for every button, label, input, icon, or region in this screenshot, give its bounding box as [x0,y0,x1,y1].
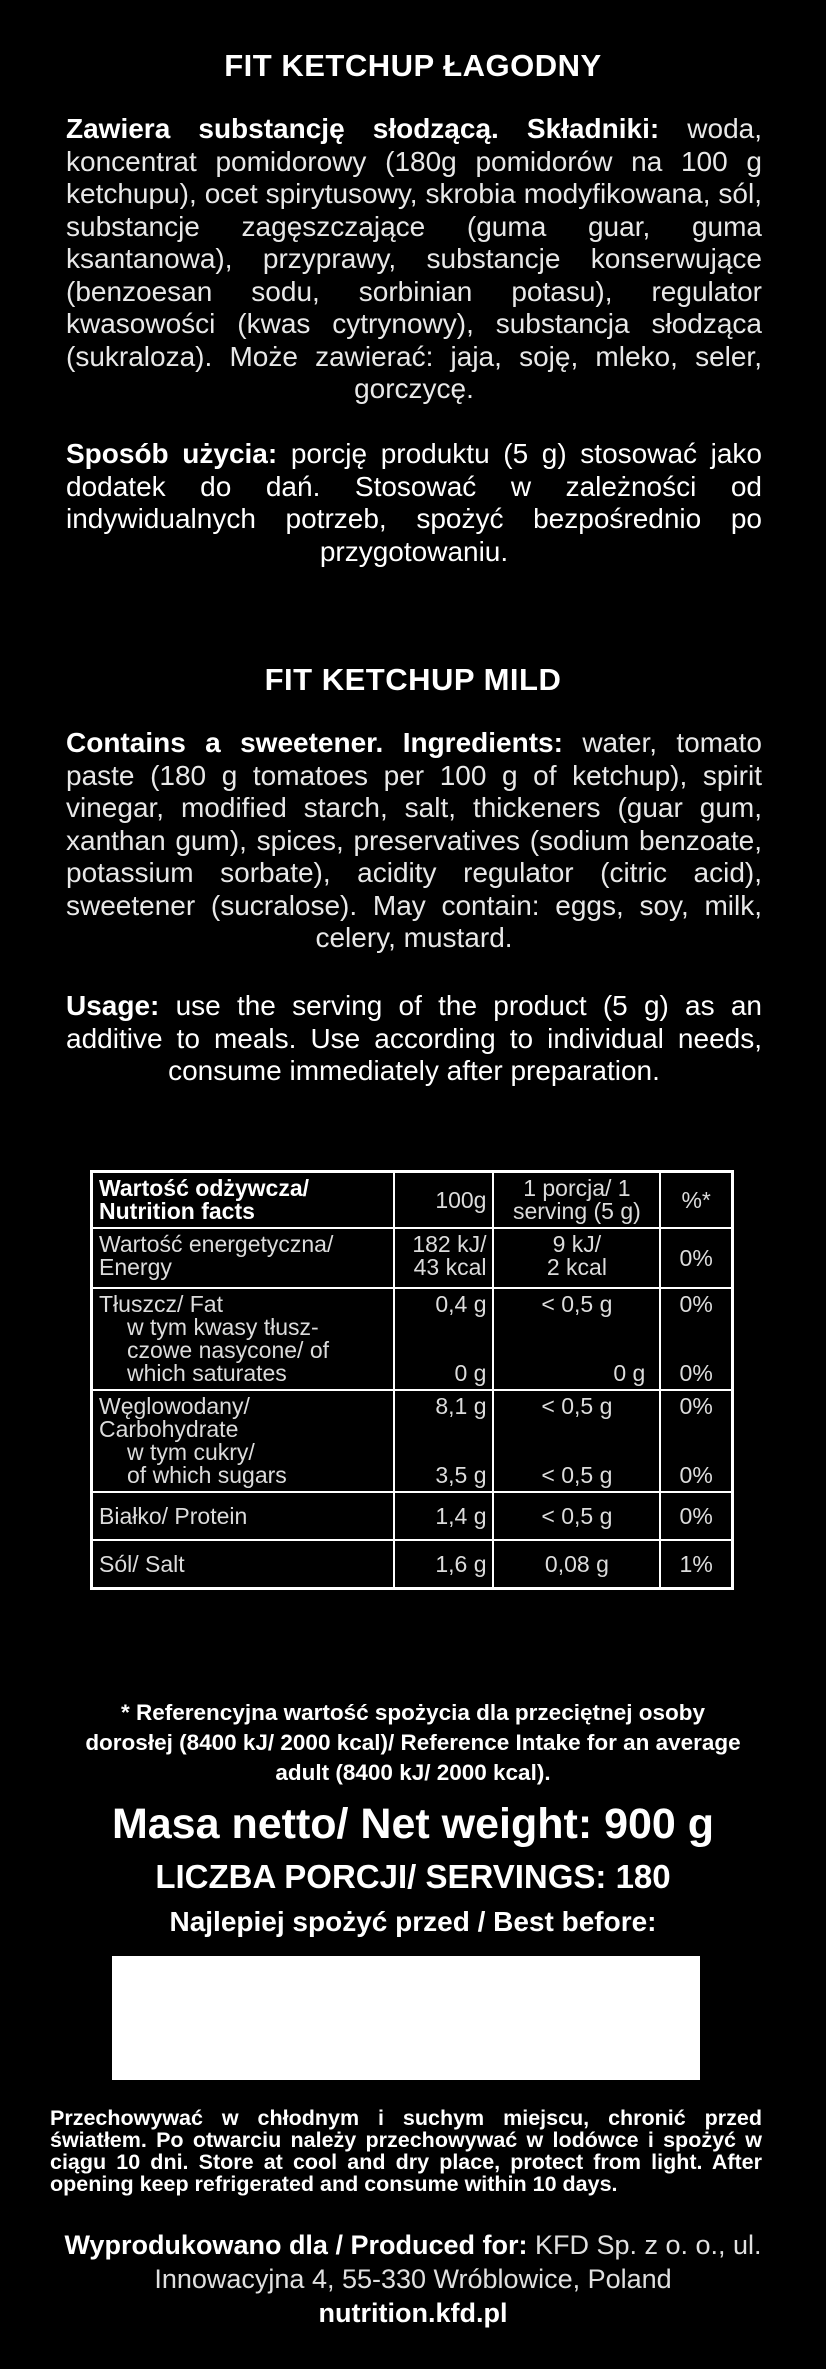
nutrition-table [90,1170,734,1590]
pl-ingredients-text: woda, koncentrat pomidorowy (180g pomidorów na 100 g ketchupu), ocet spirytusowy, skrobia modyfikowana, sól, substancje zagęszczające (guma guar, guma ksantanowa), przyprawy, substancje konserwujące (benzoesan sodu, sorbinian potasu), regulator kwasowości (kwas cytrynowy), substancja słodząca (sukraloza). Może zawierać: jaja, soję, mleko, seler, gorczycę. [66,113,762,404]
en-usage-lead: Usage: [66,990,160,1021]
best-before-label: Najlepiej spożyć przed / Best before: [169,1906,657,1937]
en-ingredients [66,727,762,955]
fat-per100 [394,1288,493,1390]
protein-label: Białko/ Protein [92,1492,395,1540]
sugars-ri-value: 0% [679,1462,713,1488]
energy-label-line1: Wartość energetyczna/ [99,1231,334,1257]
protein-row [92,1492,733,1540]
saturates-ri-value: 0% [679,1360,713,1386]
fat-label-text: Tłuszcz/ Fat [99,1291,223,1317]
fat-label [92,1288,395,1390]
header-ri: %* [660,1172,732,1229]
carbohydrate-per100-value: 8,1 g [435,1393,487,1419]
header-portion [493,1172,660,1229]
carbohydrate-label-line2: Carbohydrate [99,1416,239,1442]
salt-row [92,1540,733,1589]
storage-instructions: Przechowywać w chłodnym i suchym miejscu, chronić przed światłem. Po otwarciu należy przechowywać w lodówce i spożyć w ciągu 10 dni. Store at cool and dry place, protect from light. After opening keep refrigerated and consume within 10 days. [50,2106,762,2196]
carbohydrate-label [92,1390,395,1492]
saturates-portion-value: 0 g [613,1360,646,1386]
energy-ri: 0% [660,1228,732,1288]
energy-label [92,1228,395,1288]
energy-portion-line1: 9 kJ/ [552,1231,602,1257]
protein-per100: 1,4 g [394,1492,493,1540]
producer-lead: Wyprodukowano dla / Produced for: [64,2230,528,2260]
header-per100: 100g [394,1172,493,1229]
saturates-per100-value: 0 g [454,1360,487,1386]
energy-portion-line2: 2 kcal [546,1254,607,1280]
header-portion-line2: serving (5 g) [512,1198,641,1224]
pl-usage-lead: Sposób użycia: [66,438,278,469]
en-usage-text: use the serving of the product (5 g) as an additive to meals. Use according to individual needs, consume immediately after preparation. [66,990,762,1086]
fat-portion-value: < 0,5 g [541,1291,613,1317]
salt-per100: 1,6 g [394,1540,493,1589]
producer-website: nutrition.kfd.pl [318,2298,508,2328]
pl-usage-text: porcję produktu (5 g) stosować jako dodatek do dań. Stosować w zależności od indywidualnych potrzeb, spożyć bezpośrednio po przygotowaniu. [66,438,762,567]
salt-label: Sól/ Salt [92,1540,395,1589]
pl-product-title: FIT KETCHUP ŁAGODNY [224,48,602,83]
energy-per100-line2: 43 kcal [413,1254,487,1280]
nutrition-header-label [92,1172,395,1229]
saturates-label-line1: w tym kwasy tłusz- [127,1314,319,1340]
header-portion-line1: 1 porcja/ 1 [523,1175,631,1201]
pl-ingredients-lead: Zawiera substancję słodzącą. Składniki: [66,113,660,144]
sugars-per100-value: 3,5 g [435,1462,487,1488]
fat-ri [660,1288,732,1390]
energy-per100 [394,1228,493,1288]
sugars-portion-value: < 0,5 g [541,1462,613,1488]
carbohydrate-portion-value: < 0,5 g [541,1393,613,1419]
en-usage [66,990,762,1088]
energy-row [92,1228,733,1288]
carbohydrate-row [92,1390,733,1492]
salt-portion: 0,08 g [493,1540,660,1589]
carbohydrate-portion [493,1390,660,1492]
sugars-label-line1: w tym cukry/ [127,1439,255,1465]
fat-portion [493,1288,660,1390]
salt-ri: 1% [660,1540,732,1589]
fat-row [92,1288,733,1390]
fat-per100-value: 0,4 g [435,1291,487,1317]
en-ingredients-lead: Contains a sweetener. Ingredients: [66,727,563,758]
pl-usage [66,438,762,568]
carbohydrate-ri [660,1390,732,1492]
en-product-title: FIT KETCHUP MILD [264,662,562,697]
fat-ri-value: 0% [679,1291,713,1317]
carbohydrate-per100 [394,1390,493,1492]
energy-label-line2: Energy [99,1254,172,1280]
carbohydrate-ri-value: 0% [679,1393,713,1419]
pl-ingredients [66,113,762,406]
servings-count: LICZBA PORCJI/ SERVINGS: 180 [155,1858,671,1895]
net-weight: Masa netto/ Net weight: 900 g [111,1800,715,1848]
header-label-line2: Nutrition facts [99,1198,255,1224]
best-before-date-box [112,1956,700,2080]
reference-intake-footnote: * Referencyjna wartość spożycia dla przeciętnej osoby dorosłej (8400 kJ/ 2000 kcal)/ Reference Intake for an average adult (8400 kJ/ 2000 kcal). [85,1700,741,1785]
energy-portion [493,1228,660,1288]
saturates-label-line3: which saturates [127,1360,287,1386]
saturates-label-line2: czowe nasycone/ of [127,1337,330,1363]
nutrition-header-row [92,1172,733,1229]
protein-ri: 0% [660,1492,732,1540]
energy-per100-line1: 182 kJ/ [412,1231,487,1257]
en-ingredients-text: water, tomato paste (180 g tomatoes per 100 g of ketchup), spirit vinegar, modified starch, salt, thickeners (guar gum, xanthan gum), spices, preservatives (sodium benzoate, potassium sorbate), acidity regulator (citric acid), sweetener (sucralose). May contain: eggs, soy, milk, celery, mustard. [66,727,762,953]
producer-address: KFD Sp. z o. o., ul. Innowacyjna 4, 55-330 Wróblowice, Poland [154,2230,762,2294]
protein-portion: < 0,5 g [493,1492,660,1540]
producer-info [60,2228,766,2330]
carbohydrate-label-line1: Węglowodany/ [99,1393,250,1419]
sugars-label-line2: of which sugars [127,1462,287,1488]
header-label-line1: Wartość odżywcza/ [99,1175,310,1201]
